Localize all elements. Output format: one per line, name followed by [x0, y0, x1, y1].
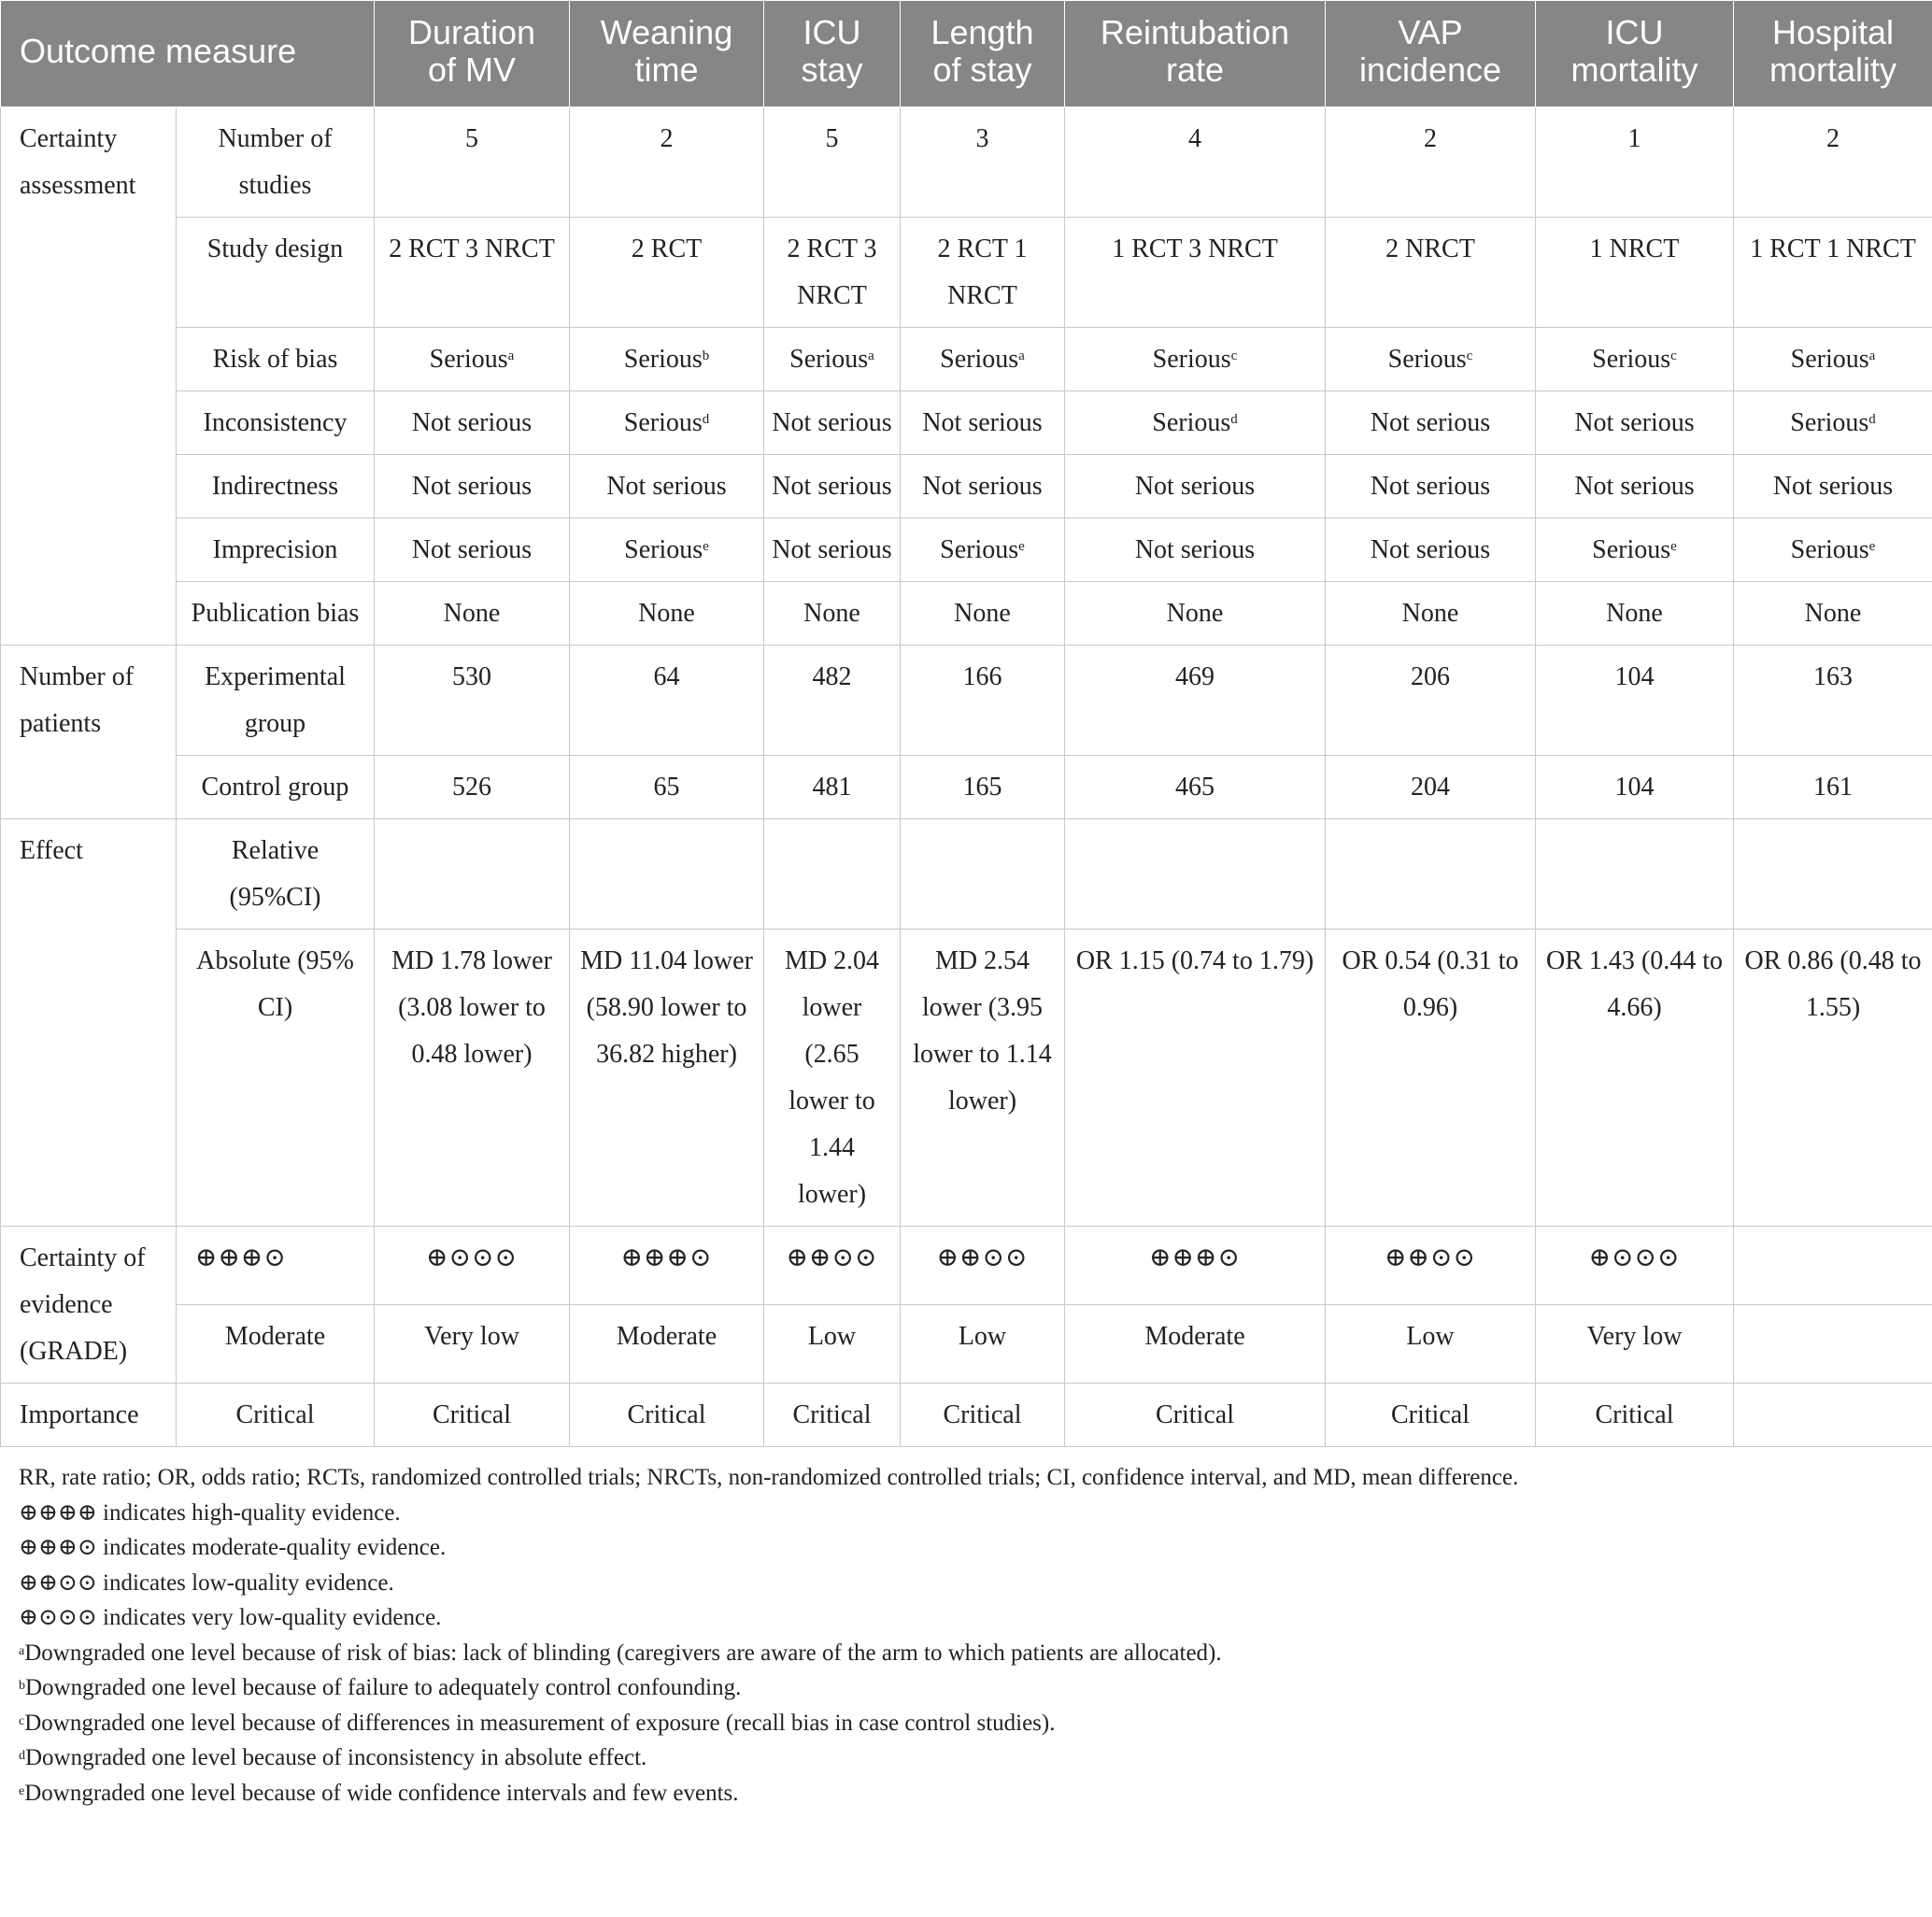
certainty-rating: Low [1326, 1305, 1536, 1384]
table-cell: 526 [375, 756, 570, 819]
table-cell: Not serious [1065, 518, 1326, 582]
certainty-rating: Low [901, 1305, 1065, 1384]
table-cell: 206 [1326, 646, 1536, 756]
table-cell: None [570, 582, 764, 646]
column-header: Reintubation rate [1065, 1, 1326, 107]
table-cell: 469 [1065, 646, 1326, 756]
group-effect: Effect [1, 819, 177, 1227]
table-cell [1734, 819, 1932, 930]
column-header: Weaning time [570, 1, 764, 107]
table-cell: Not serious [375, 518, 570, 582]
table-cell: 1 NRCT [1536, 218, 1734, 328]
column-header: VAP incidence [1326, 1, 1536, 107]
certainty-symbols: ⊕⊙⊙⊙ [1536, 1227, 1734, 1305]
table-row [1, 930, 1932, 1227]
table-cell: OR 1.43 (0.44 to 4.66) [1536, 930, 1734, 1227]
table-cell: Not serious [901, 455, 1065, 518]
row-label: Control group [177, 756, 375, 819]
footnote: $^a$Downgraded one level because of risk of bias: lack of blinding (caregivers are aware of the arm to which patients are allocated). [19, 1640, 1222, 1666]
certainty-rating: Moderate [1065, 1305, 1326, 1384]
certainty-rating: Very low [375, 1305, 570, 1384]
table-row [1, 107, 1932, 218]
importance-value: Critical [375, 1384, 570, 1447]
table-cell: 2 RCT 1 NRCT [901, 218, 1065, 328]
table-cell: 2 [1734, 107, 1932, 218]
table-cell: Not serious [570, 455, 764, 518]
table-cell: 204 [1326, 756, 1536, 819]
table-cell: 3 [901, 107, 1065, 218]
certainty-rating: Very low [1536, 1305, 1734, 1384]
table-cell: None [1536, 582, 1734, 646]
table-cell [764, 819, 901, 930]
table-row [1, 1305, 1932, 1384]
certainty-symbols: ⊕⊕⊙⊙ [764, 1227, 901, 1305]
table-footnotes [0, 1460, 1932, 1810]
table-cell [901, 819, 1065, 930]
table-cell: Not serious [1065, 455, 1326, 518]
table-cell: 481 [764, 756, 901, 819]
table-cell: None [1326, 582, 1536, 646]
table-row [1, 1227, 1932, 1305]
table-row [1, 756, 1932, 819]
legend-item: ⊕⊕⊕⊕ indicates high-quality evidence. [19, 1499, 401, 1526]
table-row [1, 819, 1932, 930]
table-cell: Not serious [1326, 455, 1536, 518]
importance-value: Critical [1536, 1384, 1734, 1447]
table-cell: Not serious [764, 391, 901, 455]
table-cell [1326, 819, 1536, 930]
table-cell: 161 [1734, 756, 1932, 819]
row-label: Indirectness [177, 455, 375, 518]
table-cell: Serious$^b$ [570, 328, 764, 391]
row-label: Experimental group [177, 646, 375, 756]
table-row [1, 582, 1932, 646]
column-header: ICU stay [764, 1, 901, 107]
table-cell: 1 [1536, 107, 1734, 218]
table-row [1, 218, 1932, 328]
table-cell: 1 RCT 3 NRCT [1065, 218, 1326, 328]
table-cell: Not serious [1326, 391, 1536, 455]
certainty-symbols: ⊕⊙⊙⊙ [375, 1227, 570, 1305]
table-cell: Serious$^e$ [1536, 518, 1734, 582]
table-cell: 1 RCT 1 NRCT [1734, 218, 1932, 328]
table-cell [1065, 819, 1326, 930]
table-cell: Serious$^c$ [1326, 328, 1536, 391]
importance-value: Critical [177, 1384, 375, 1447]
table-cell: 2 [570, 107, 764, 218]
table-cell: Serious$^d$ [570, 391, 764, 455]
table-cell: Serious$^a$ [375, 328, 570, 391]
table-cell: Not serious [901, 391, 1065, 455]
abbreviations-note: RR, rate ratio; OR, odds ratio; RCTs, randomized controlled trials; NRCTs, non-randomized controlled trials; CI, confidence interval, and MD, mean difference. [19, 1465, 1519, 1490]
table-row [1, 646, 1932, 756]
table-cell: 465 [1065, 756, 1326, 819]
table-cell: 4 [1065, 107, 1326, 218]
table-cell [1536, 819, 1734, 930]
table-cell: Not serious [1536, 391, 1734, 455]
table-cell: MD 1.78 lower (3.08 lower to 0.48 lower) [375, 930, 570, 1227]
table-cell [570, 819, 764, 930]
certainty-symbols: ⊕⊕⊕⊙ [177, 1227, 375, 1305]
table-cell: 165 [901, 756, 1065, 819]
table-cell: OR 0.54 (0.31 to 0.96) [1326, 930, 1536, 1227]
table-cell: Serious$^e$ [901, 518, 1065, 582]
column-header: Duration of MV [375, 1, 570, 107]
table-cell: Serious$^c$ [1065, 328, 1326, 391]
group-certainty-of-evidence: Certainty of evidence (GRADE) [1, 1227, 177, 1384]
row-label: Risk of bias [177, 328, 375, 391]
table-cell: MD 11.04 lower (58.90 lower to 36.82 higher) [570, 930, 764, 1227]
table-cell: None [375, 582, 570, 646]
table-cell: Not serious [764, 455, 901, 518]
table-cell: Serious$^e$ [1734, 518, 1932, 582]
importance-value: Critical [764, 1384, 901, 1447]
table-row [1, 455, 1932, 518]
legend-item: ⊕⊙⊙⊙ indicates very low-quality evidence. [19, 1605, 442, 1630]
table-cell: Not serious [764, 518, 901, 582]
certainty-symbols [1734, 1227, 1932, 1305]
certainty-symbols: ⊕⊕⊙⊙ [1326, 1227, 1536, 1305]
table-cell: 2 [1326, 107, 1536, 218]
table-cell: Serious$^d$ [1065, 391, 1326, 455]
table-cell [375, 819, 570, 930]
table-cell: OR 0.86 (0.48 to 1.55) [1734, 930, 1932, 1227]
table-cell: None [1734, 582, 1932, 646]
table-cell: 5 [375, 107, 570, 218]
table-row [1, 328, 1932, 391]
table-cell: 5 [764, 107, 901, 218]
table-row [1, 391, 1932, 455]
table-cell: Serious$^a$ [764, 328, 901, 391]
legend-item: ⊕⊕⊕⊙ indicates moderate-quality evidence. [19, 1535, 447, 1560]
certainty-rating [1734, 1305, 1932, 1384]
table-cell: 163 [1734, 646, 1932, 756]
certainty-symbols: ⊕⊕⊕⊙ [570, 1227, 764, 1305]
table-cell: 482 [764, 646, 901, 756]
group-number-of-patients: Number of patients [1, 646, 177, 819]
table-cell: Not serious [1734, 455, 1932, 518]
footnote: $^e$Downgraded one level because of wide confidence intervals and few events. [19, 1780, 739, 1806]
table-cell: Serious$^d$ [1734, 391, 1932, 455]
certainty-rating: Moderate [177, 1305, 375, 1384]
table-row [1, 1384, 1932, 1447]
table-cell: 2 RCT 3 NRCT [764, 218, 901, 328]
row-label: Absolute (95% CI) [177, 930, 375, 1227]
importance-value [1734, 1384, 1932, 1447]
importance-value: Critical [1065, 1384, 1326, 1447]
table-cell: MD 2.54 lower (3.95 lower to 1.14 lower) [901, 930, 1065, 1227]
row-label: Number of studies [177, 107, 375, 218]
outcome-measure-header: Outcome measure [1, 1, 375, 107]
table-cell: Not serious [1536, 455, 1734, 518]
column-header: Hospital mortality [1734, 1, 1932, 107]
table-cell: None [1065, 582, 1326, 646]
column-header: ICU mortality [1536, 1, 1734, 107]
table-cell: Not serious [1326, 518, 1536, 582]
table-cell: Serious$^e$ [570, 518, 764, 582]
table-cell: None [901, 582, 1065, 646]
table-cell: 64 [570, 646, 764, 756]
table-row [1, 518, 1932, 582]
importance-value: Critical [570, 1384, 764, 1447]
certainty-symbols: ⊕⊕⊕⊙ [1065, 1227, 1326, 1305]
group-importance: Importance [1, 1384, 177, 1447]
table-cell: MD 2.04 lower (2.65 lower to 1.44 lower) [764, 930, 901, 1227]
row-label: Study design [177, 218, 375, 328]
row-label: Imprecision [177, 518, 375, 582]
table-cell: 166 [901, 646, 1065, 756]
table-cell: 65 [570, 756, 764, 819]
certainty-rating: Moderate [570, 1305, 764, 1384]
row-label: Inconsistency [177, 391, 375, 455]
table-cell: 104 [1536, 646, 1734, 756]
footnote: $^d$Downgraded one level because of inconsistency in absolute effect. [19, 1745, 647, 1770]
table-cell: OR 1.15 (0.74 to 1.79) [1065, 930, 1326, 1227]
certainty-rating: Low [764, 1305, 901, 1384]
row-label: Publication bias [177, 582, 375, 646]
footnote: $^c$Downgraded one level because of differences in measurement of exposure (recall bias in case control studies). [19, 1710, 1056, 1736]
footnote: $^b$Downgraded one level because of failure to adequately control confounding. [19, 1675, 742, 1700]
group-certainty-assessment: Certainty assessment [1, 107, 177, 646]
legend-item: ⊕⊕⊙⊙ indicates low-quality evidence. [19, 1569, 394, 1596]
table-cell: 2 RCT 3 NRCT [375, 218, 570, 328]
table-cell: Not serious [375, 391, 570, 455]
table-cell: Serious$^c$ [1536, 328, 1734, 391]
table-cell: Not serious [375, 455, 570, 518]
table-cell: 104 [1536, 756, 1734, 819]
header-row [1, 1, 1932, 107]
table-cell: None [764, 582, 901, 646]
table-cell: 2 RCT [570, 218, 764, 328]
row-label: Relative (95%CI) [177, 819, 375, 930]
table-cell: 530 [375, 646, 570, 756]
table-cell: Serious$^a$ [1734, 328, 1932, 391]
column-header: Length of stay [901, 1, 1065, 107]
certainty-symbols: ⊕⊕⊙⊙ [901, 1227, 1065, 1305]
table-cell: 2 NRCT [1326, 218, 1536, 328]
table-cell: Serious$^a$ [901, 328, 1065, 391]
importance-value: Critical [1326, 1384, 1536, 1447]
importance-value: Critical [901, 1384, 1065, 1447]
